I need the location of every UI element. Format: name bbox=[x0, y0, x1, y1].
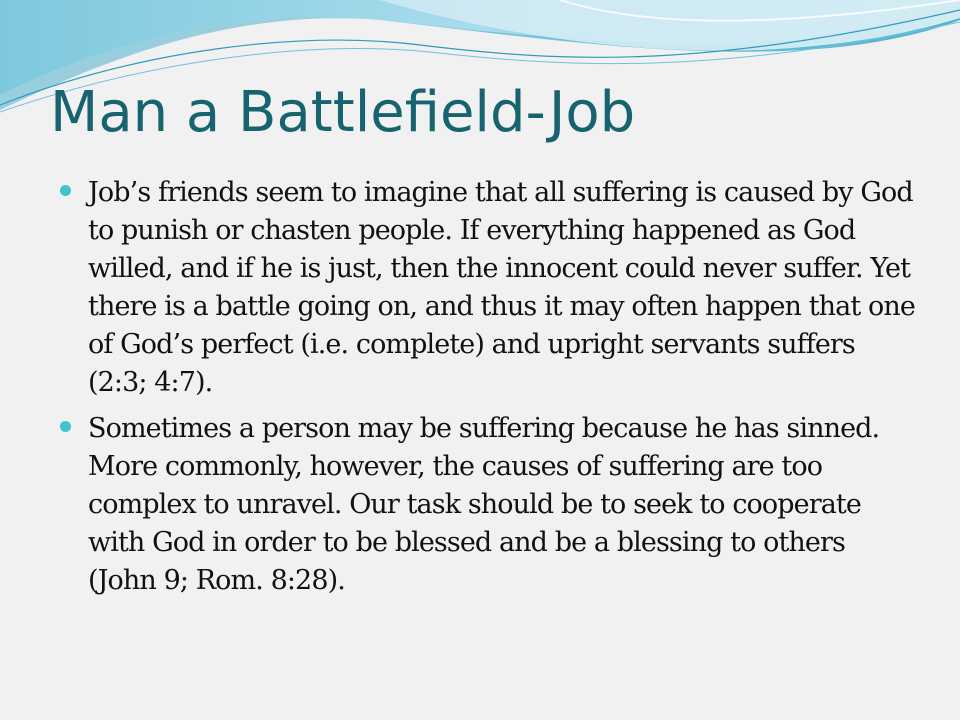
bullet-text: Sometimes a person may be suffering because he has sinned. More commonly, however, the causes of suffering are too complex to unravel. Our task should be to seek to cooperate with God in order to be blessed and be a blessing to others (John 9; Rom. 8:28). bbox=[88, 413, 880, 596]
bullet-dot-icon bbox=[60, 421, 71, 432]
bullet-text: Job’s friends seem to imagine that all suffering is caused by God to punish or chasten people. If everything happened as God willed, and if he is just, then the innocent could never suffer. Yet there is a battle going on, and thus it may often happen that one of God’s perfect (i.e. complete) and upright servants suffers (2:3; 4:7). bbox=[88, 177, 915, 398]
slide-title: Man a Battlefield-Job bbox=[50, 80, 636, 145]
bullet-item bbox=[60, 174, 920, 402]
bullet-item bbox=[60, 410, 920, 600]
bullet-list bbox=[60, 174, 920, 608]
bullet-dot-icon bbox=[60, 185, 71, 196]
